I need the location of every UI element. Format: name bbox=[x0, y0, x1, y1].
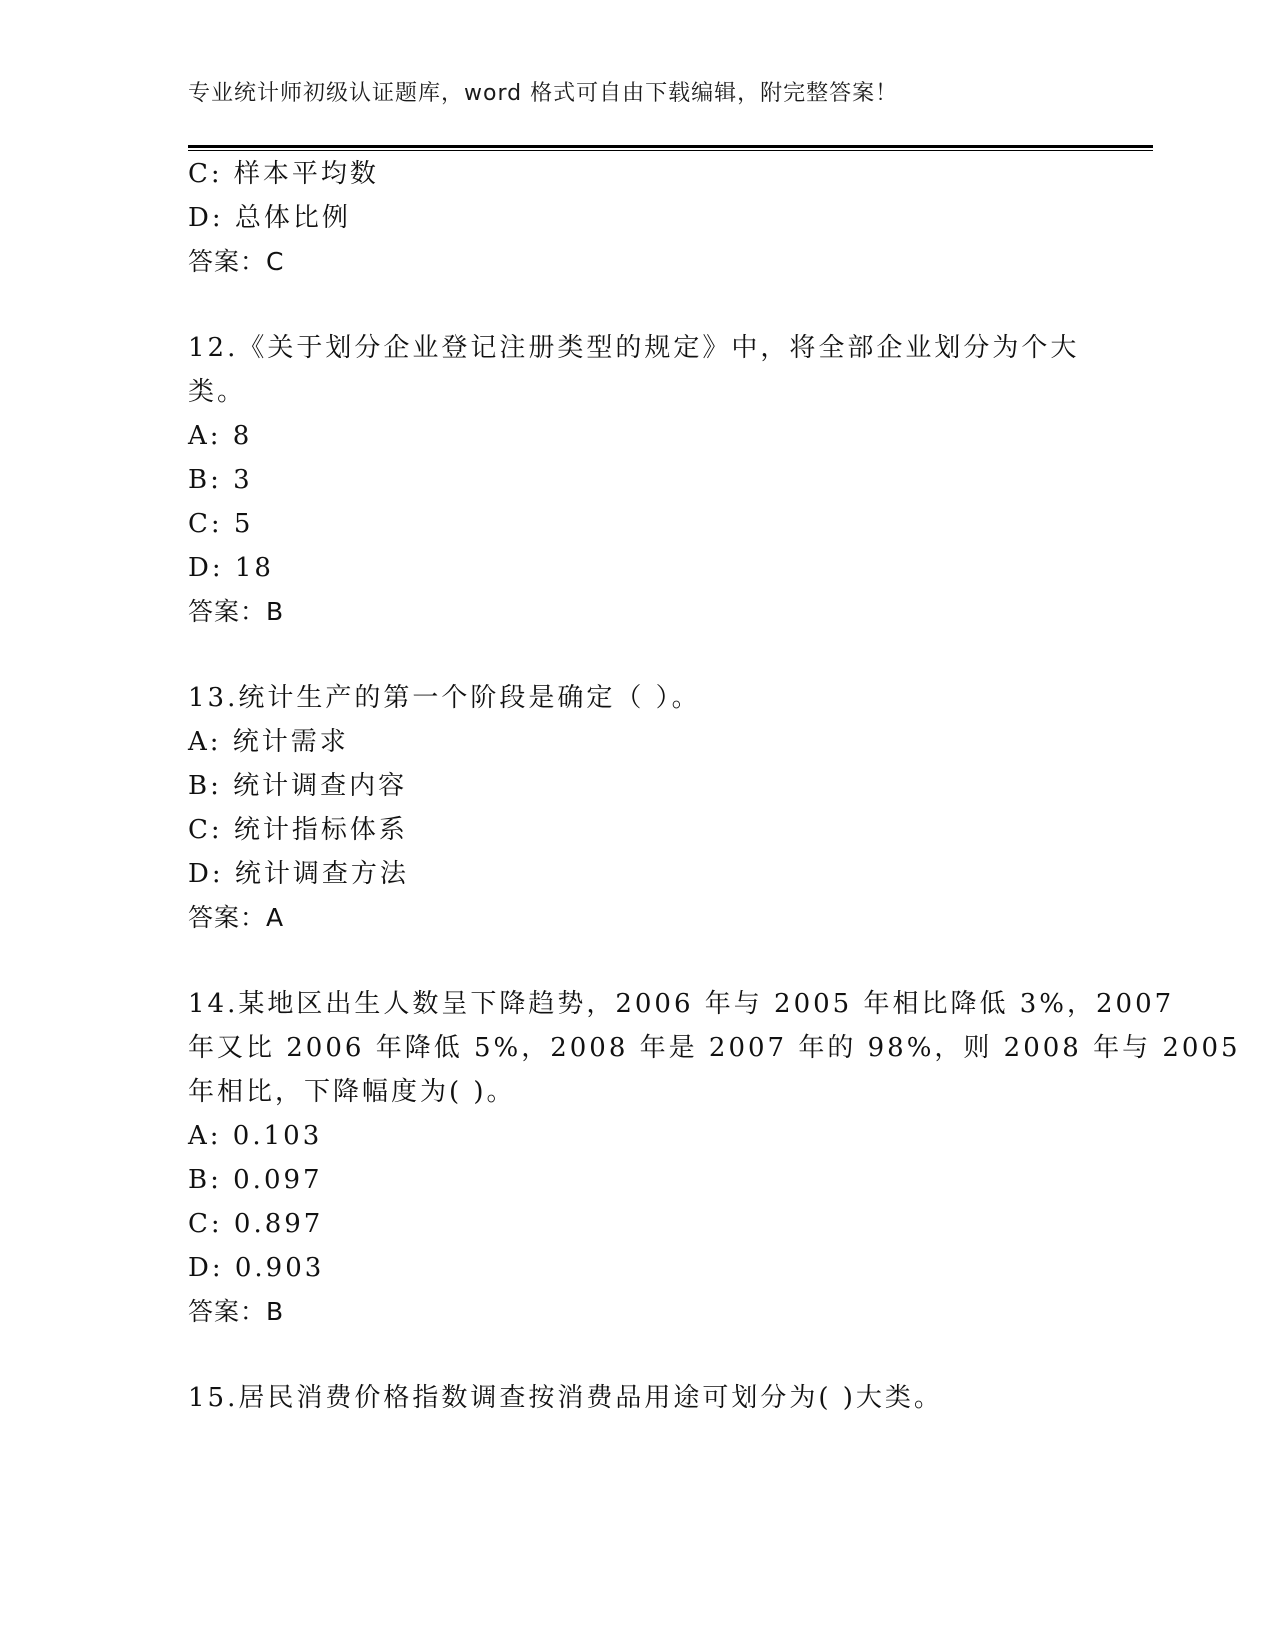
q13-answer: 答案：A bbox=[188, 903, 285, 932]
q11-option-c: C: 样本平均数 bbox=[188, 159, 379, 189]
q13-option-d: D: 统计调查方法 bbox=[188, 859, 409, 889]
header-divider-thin bbox=[188, 150, 1153, 151]
q12-answer: 答案：B bbox=[188, 597, 285, 626]
q14-option-c: C: 0.897 bbox=[188, 1209, 324, 1239]
q12-option-c: C: 5 bbox=[188, 509, 254, 539]
q14-stem-line2: 年又比 2006 年降低 5%，2008 年是 2007 年的 98%，则 2008 年与 2005 bbox=[188, 1033, 1241, 1063]
q12-option-a: A: 8 bbox=[188, 421, 253, 451]
header-divider-thick bbox=[188, 145, 1153, 148]
header-divider bbox=[188, 145, 1153, 151]
q11-answer: 答案：C bbox=[188, 247, 285, 276]
q12-option-b: B: 3 bbox=[188, 465, 253, 495]
q11-option-d: D: 总体比例 bbox=[188, 203, 351, 233]
q14-answer: 答案：B bbox=[188, 1297, 285, 1326]
q14-option-b: B: 0.097 bbox=[188, 1165, 323, 1195]
q12-stem-line2: 类。 bbox=[188, 377, 247, 407]
q12-option-d: D: 18 bbox=[188, 553, 274, 583]
q13-option-a: A: 统计需求 bbox=[188, 727, 349, 757]
q14-stem-line1: 14.某地区出生人数呈下降趋势，2006 年与 2005 年相比降低 3%，2007 bbox=[188, 989, 1175, 1019]
q14-stem-line3: 年相比，下降幅度为( )。 bbox=[188, 1077, 516, 1107]
q15-stem-line1: 15.居民消费价格指数调查按消费品用途可划分为( )大类。 bbox=[188, 1383, 943, 1413]
q13-option-c: C: 统计指标体系 bbox=[188, 815, 408, 845]
q13-stem-line1: 13.统计生产的第一个阶段是确定（ ）。 bbox=[188, 683, 701, 713]
q14-option-d: D: 0.903 bbox=[188, 1253, 325, 1283]
q14-option-a: A: 0.103 bbox=[188, 1121, 323, 1151]
q12-stem-line1: 12.《关于划分企业登记注册类型的规定》中，将全部企业划分为个大 bbox=[188, 333, 1080, 363]
q13-option-b: B: 统计调查内容 bbox=[188, 771, 408, 801]
document-header: 专业统计师初级认证题库，word 格式可自由下载编辑，附完整答案！ bbox=[188, 81, 899, 106]
